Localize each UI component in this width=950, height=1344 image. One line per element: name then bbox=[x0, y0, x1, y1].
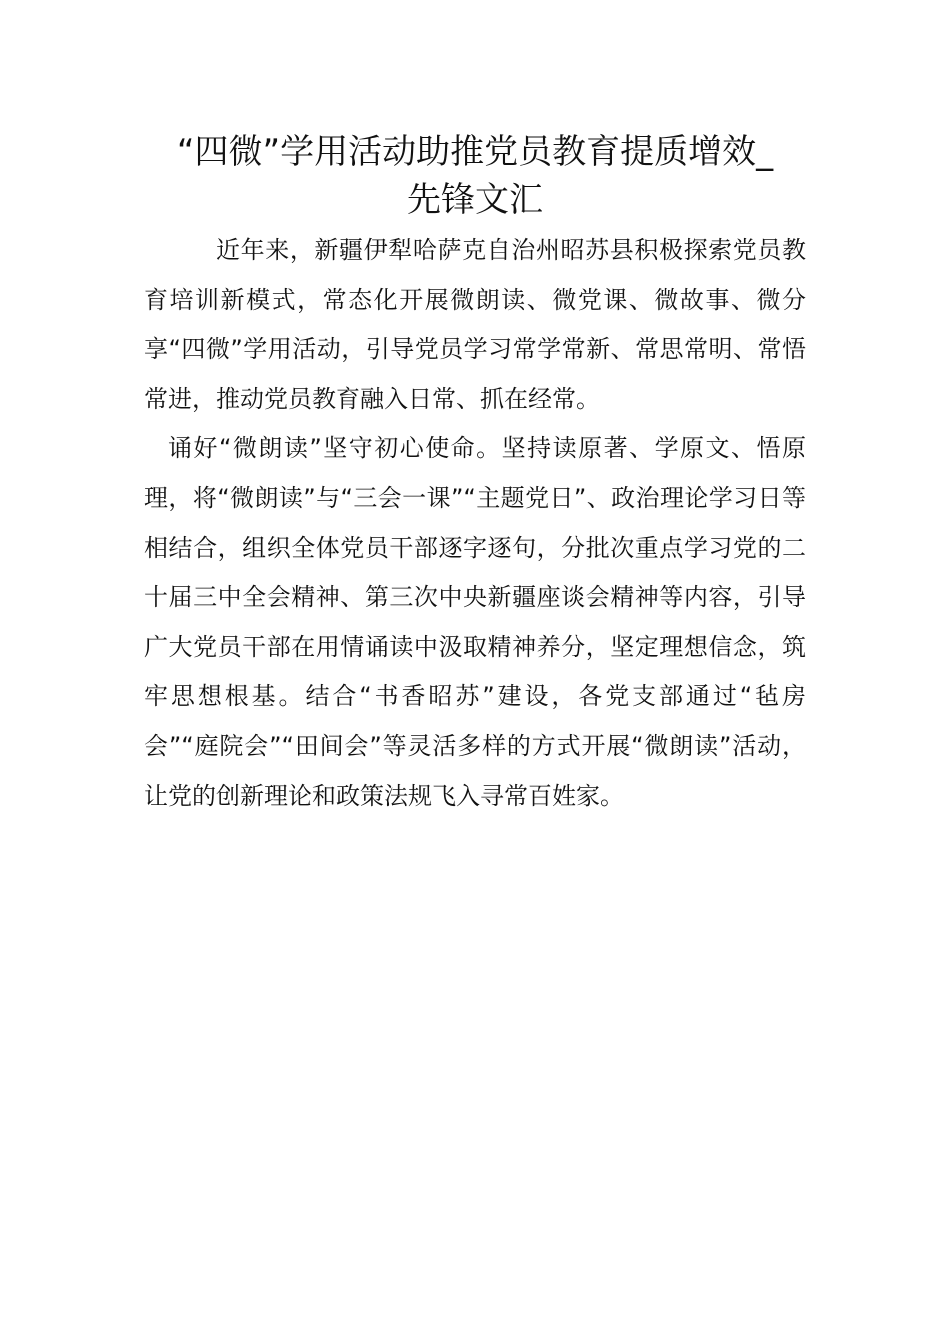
paragraph-intro: 近年来，新疆伊犁哈萨克自治州昭苏县积极探索党员教育培训新模式，常态化开展微朗读、微党课、微故事、微分享“四微”学用活动，引导党员学习常学常新、常思常明、常悟常进，推动党员教育融入日常、抓在经常。 bbox=[144, 236, 806, 413]
paragraph-micro-reading: 诵好“微朗读”坚守初心使命。坚持读原著、学原文、悟原理，将“微朗读”与“三会一课”“主题党日”、政治理论学习日等相结合，组织全体党员干部逐字逐句，分批次重点学习党的二十届三中全会精神、第三次中央新疆座谈会精神等内容，引导广大党员干部在用情诵读中汲取精神养分，坚定理想信念，筑牢思想根基。结合“书香昭苏”建设，各党支部通过“毡房会”“庭院会”“田间会”等灵活多样的方式开展“微朗读”活动，让党的创新理论和政策法规飞入寻常百姓家。 bbox=[144, 434, 806, 810]
title-line-2: 先锋文汇 bbox=[407, 180, 543, 220]
document-body bbox=[144, 226, 806, 821]
title-line-1: “四微”学用活动助推党员教育提质增效_ bbox=[176, 132, 774, 172]
document-title bbox=[130, 128, 820, 224]
